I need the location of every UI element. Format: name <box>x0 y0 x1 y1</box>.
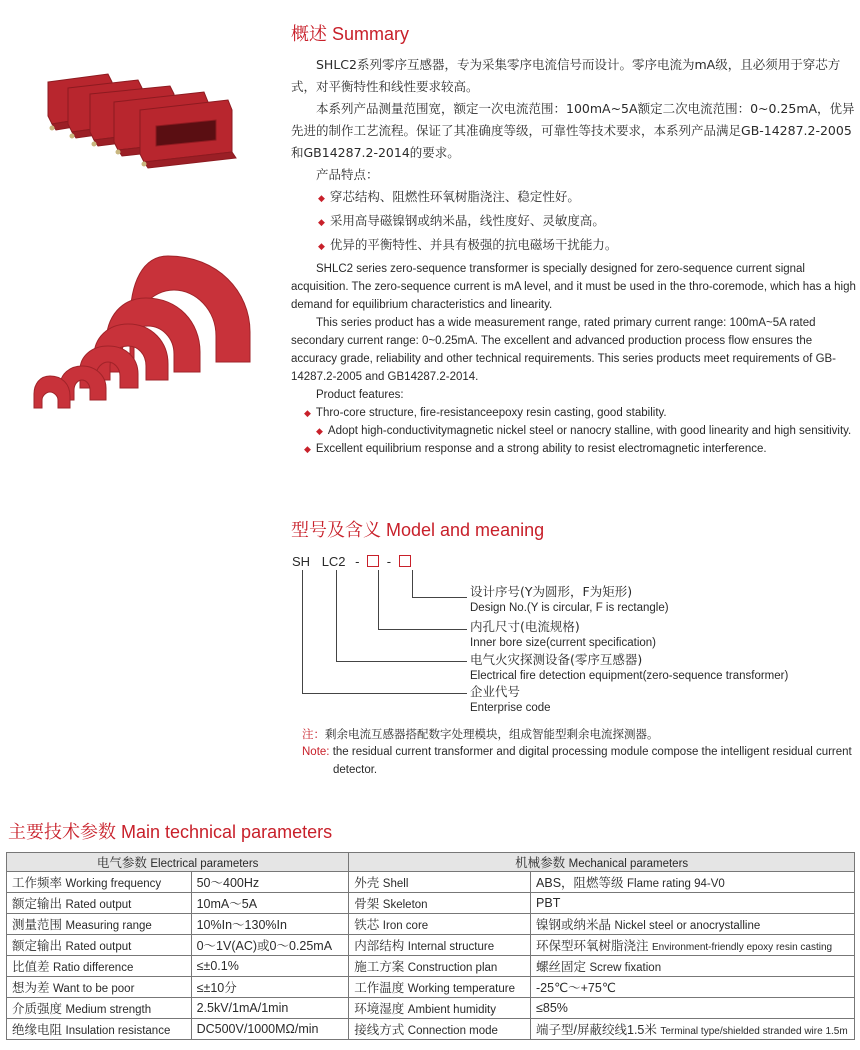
summary-en-feature <box>291 422 857 440</box>
elec-header: 电气参数 Electrical parameters <box>7 853 349 872</box>
mech-param-name: 接线方式 Connection mode <box>349 1019 531 1040</box>
table-row <box>7 977 855 998</box>
mech-param-name: 施工方案 Construction plan <box>349 956 531 977</box>
mech-param-name: 环境湿度 Ambient humidity <box>349 998 531 1019</box>
model-item <box>470 584 669 616</box>
table-header-row <box>7 853 855 872</box>
mech-param-value: 螺丝固定 Screw fixation <box>531 956 855 977</box>
model-item-en: Electrical fire detection equipment(zero-sequence transformer) <box>470 670 789 682</box>
mech-header: 机械参数 Mechanical parameters <box>349 853 855 872</box>
connector-line <box>302 693 467 694</box>
summary-zh-features-title: 产品特点： <box>316 167 379 182</box>
note-text: the residual current transformer and digital processing module compose the intelligent residual current detector. <box>332 746 852 776</box>
connector-line <box>302 570 303 694</box>
model-code-lc2: LC2 <box>321 554 346 569</box>
mech-param-name: 外壳 Shell <box>349 872 531 893</box>
elec-param-value: 50～400Hz <box>191 872 349 893</box>
elec-param-name: 工作频率 Working frequency <box>7 872 192 893</box>
summary-zh-paragraph-2: 本系列产品测量范围宽，额定一次电流范围：100mA~5A额定二次电流范围：0~0.25mA，优异先进的制作工艺流程。保证了其准确度等级，可靠性等技术要求，本系列产品满足GB-14287.2-2005和GB14287.2-2014的要求。 <box>291 101 855 160</box>
mech-param-value: PBT <box>531 893 855 914</box>
connector-line <box>336 570 337 662</box>
bullet-icon: ◆ <box>316 426 323 436</box>
elec-param-value: 10%In～130%In <box>191 914 349 935</box>
model-item <box>470 652 788 684</box>
model-code <box>292 554 411 569</box>
bullet-icon: ◆ <box>304 444 311 454</box>
mech-param-value: 环保型环氧树脂浇注 Environment-friendly epoxy resin casting <box>531 935 855 956</box>
bullet-icon: ◆ <box>318 194 325 204</box>
elec-param-name: 额定输出 Rated output <box>7 893 192 914</box>
model-item <box>470 619 656 651</box>
params-title: 主要技术参数 Main technical parameters <box>8 822 333 842</box>
connector-line <box>412 597 467 598</box>
summary-zh-feature <box>291 234 856 258</box>
elec-param-name: 测量范围 Measuring range <box>7 914 192 935</box>
model-item-en: Design No.(Y is circular, F is rectangle) <box>470 602 669 614</box>
circular-transformer-image <box>28 252 253 420</box>
model-item-en: Enterprise code <box>470 702 551 714</box>
elec-param-value: 2.5kV/1mA/1min <box>191 998 349 1019</box>
model-code-dash: - <box>386 554 392 569</box>
rectangular-transformer-image <box>38 72 243 182</box>
feature-text: Adopt high-conductivitymagnetic nickel steel or nanocry stalline, with good linearity and high sensitivity. <box>327 425 852 437</box>
summary-title: 概述 Summary <box>291 24 410 44</box>
elec-param-name: 介质强度 Medium strength <box>7 998 192 1019</box>
summary-en-paragraph-2: This series product has a wide measurement range, rated primary current range: 100mA~5A rated secondary current range: 0~0.25mA. The excellent and advanced production process flow ensures the accuracy grade, reliability and other technical requirements. This series products meet requirements of GB-14287.2-2005 and GB14287.2-2014. <box>291 317 837 383</box>
feature-text: Thro-core structure, fire-resistanceepoxy resin casting, good stability. <box>315 407 667 419</box>
note-text: 剩余电流互感器搭配数字处理模块，组成智能型剩余电流探测器。 <box>325 727 659 741</box>
model-item-en: Inner bore size(current specification) <box>470 637 656 649</box>
table-row <box>7 893 855 914</box>
connector-line <box>412 570 413 598</box>
elec-param-name: 额定输出 Rated output <box>7 935 192 956</box>
elec-param-name: 绝缘电阻 Insulation resistance <box>7 1019 192 1040</box>
elec-param-name: 比值差 Ratio difference <box>7 956 192 977</box>
model-note-zh <box>302 726 659 742</box>
feature-text: 采用高导磁镍钢或纳米晶，线性度好、灵敏度高。 <box>329 213 605 228</box>
model-code-box <box>399 555 411 567</box>
connector-line <box>378 570 379 630</box>
mech-param-name: 骨架 Skeleton <box>349 893 531 914</box>
bullet-icon: ◆ <box>318 242 325 252</box>
table-row <box>7 998 855 1019</box>
summary-zh-feature <box>291 186 856 210</box>
mech-param-name: 工作温度 Working temperature <box>349 977 531 998</box>
mech-param-value: -25℃～+75℃ <box>531 977 855 998</box>
model-code-sh: SH <box>292 554 311 569</box>
params-table <box>6 852 855 1040</box>
note-label: 注： <box>302 727 325 741</box>
feature-text: 穿芯结构、阻燃性环氧树脂浇注、稳定性好。 <box>329 189 580 204</box>
summary-zh-feature <box>291 210 856 234</box>
mech-param-value: ABS，阻燃等级 Flame rating 94-V0 <box>531 872 855 893</box>
model-title: 型号及含义 Model and meaning <box>291 520 545 540</box>
connector-line <box>378 629 467 630</box>
mech-param-name: 内部结构 Internal structure <box>349 935 531 956</box>
bullet-icon: ◆ <box>318 218 325 228</box>
model-note-en <box>302 743 860 779</box>
mech-param-value: ≤85% <box>531 998 855 1019</box>
mech-param-name: 铁芯 Iron core <box>349 914 531 935</box>
model-item-zh: 电气火灾探测设备(零序互感器) <box>470 652 643 667</box>
model-item-zh: 企业代号 <box>470 684 521 699</box>
table-row <box>7 1019 855 1040</box>
bullet-icon: ◆ <box>304 408 311 418</box>
feature-text: 优异的平衡特性、并具有极强的抗电磁场干扰能力。 <box>329 237 618 252</box>
mech-param-value: 镍钢或纳米晶 Nickel steel or anocrystalline <box>531 914 855 935</box>
summary-en-paragraph-1: SHLC2 series zero-sequence transformer is specially designed for zero-sequence current signal acquisition. The zero-sequence current is mA level, and it must be used in the thro-coremode, which has a high demand for equilibrium characteristics and linearity. <box>291 263 856 311</box>
elec-param-value: 0～1V(AC)或0～0.25mA <box>191 935 349 956</box>
elec-param-value: ≤±0.1% <box>191 956 349 977</box>
model-code-box <box>367 555 379 567</box>
elec-param-name: 想为差 Want to be poor <box>7 977 192 998</box>
table-row <box>7 935 855 956</box>
model-item-zh: 内孔尺寸(电流规格) <box>470 619 580 634</box>
model-code-dash: - <box>355 554 360 569</box>
elec-param-value: 10mA～5A <box>191 893 349 914</box>
elec-param-value: ≤±10分 <box>191 977 349 998</box>
summary-zh-paragraph-1: SHLC2系列零序互感器，专为采集零序电流信号而设计。零序电流为mA级，且必须用于穿芯方式，对平衡特性和线性要求较高。 <box>291 57 841 94</box>
summary-en-features-title: Product features: <box>316 389 404 401</box>
model-item-zh: 设计序号(Y为圆形，F为矩形) <box>470 584 633 599</box>
model-item <box>470 684 551 716</box>
table-row <box>7 914 855 935</box>
feature-text: Excellent equilibrium response and a strong ability to resist electromagnetic interference. <box>315 443 767 455</box>
connector-line <box>336 661 467 662</box>
table-row <box>7 956 855 977</box>
elec-param-value: DC500V/1000MΩ/min <box>191 1019 349 1040</box>
summary-en-feature <box>291 404 857 422</box>
summary-en-feature <box>291 440 857 458</box>
mech-param-value: 端子型/屏蔽绞线1.5米 Terminal type/shielded stranded wire 1.5m <box>531 1019 855 1040</box>
note-label: Note: <box>302 746 330 758</box>
table-row <box>7 872 855 893</box>
